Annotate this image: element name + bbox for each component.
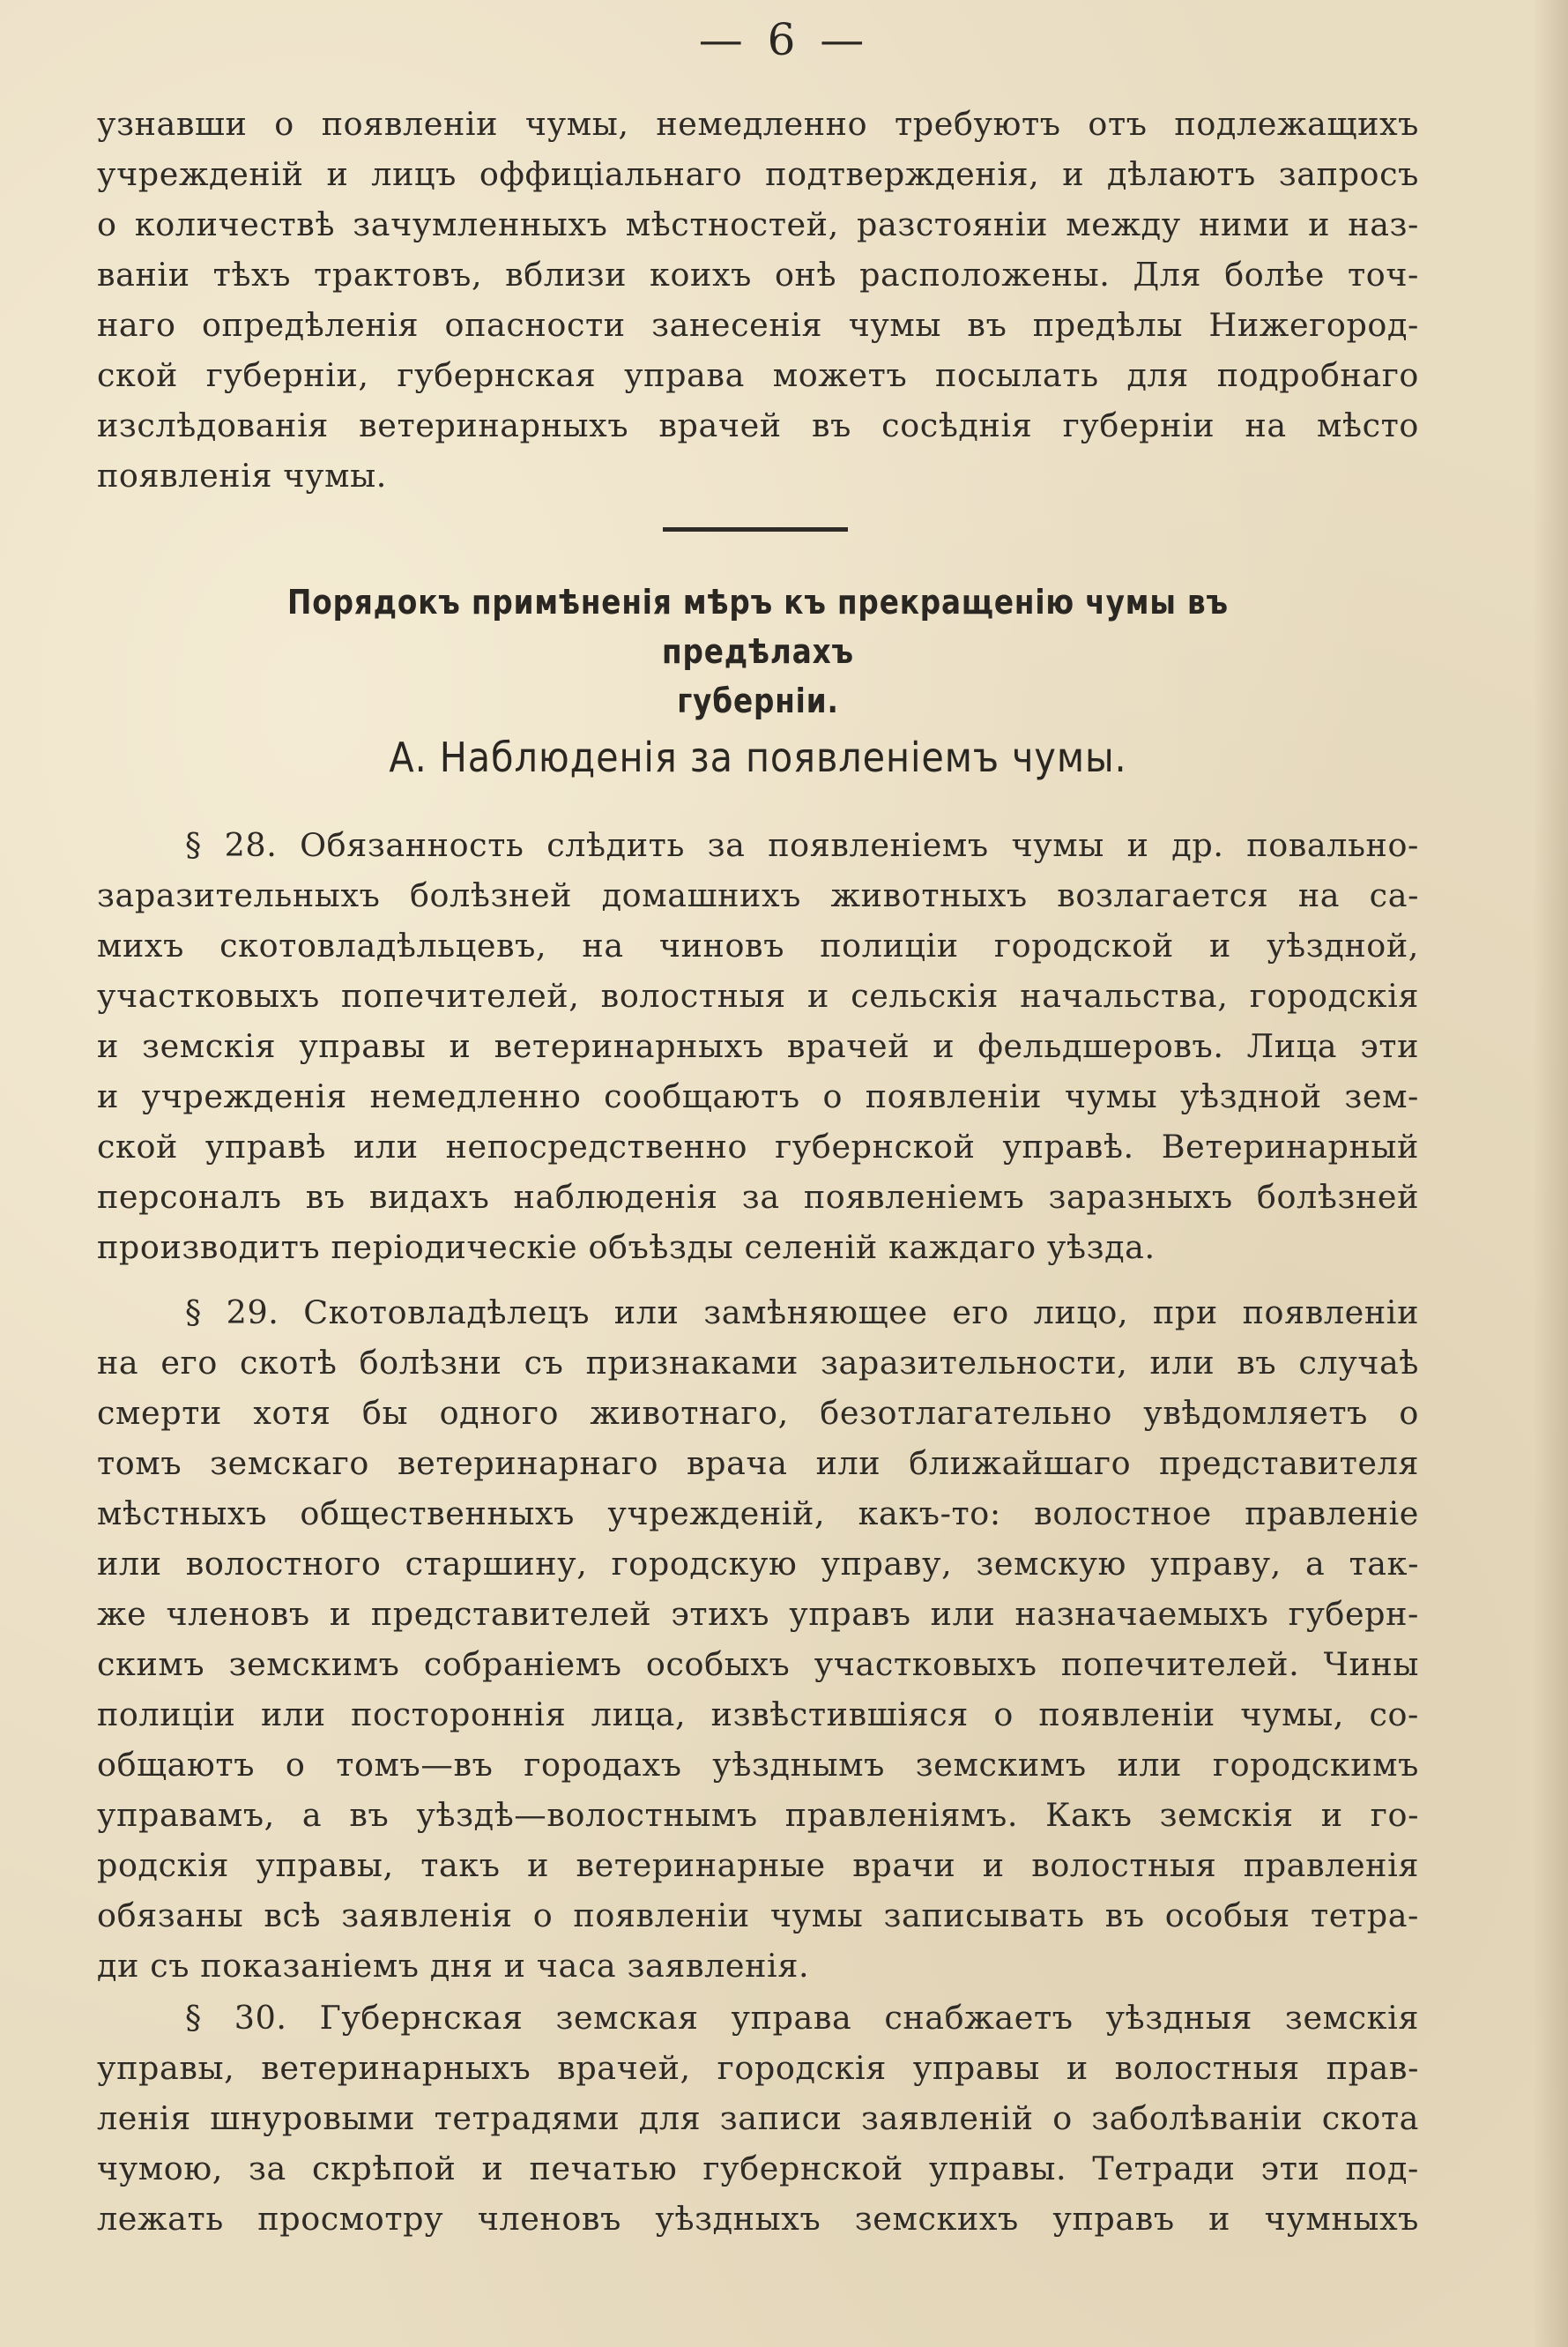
text-line: появленія чумы. <box>97 457 387 495</box>
text-line: и земскія управы и ветеринарныхъ врачей и фельдшеровъ. Лица эти <box>97 1027 1419 1065</box>
text-line: ленія шнуровыми тетрадями для записи заявленій о заболѣваніи скота <box>97 2099 1419 2137</box>
text-line: родскія управы, такъ и ветеринарные врачи и волостныя правленія <box>97 1846 1419 1884</box>
text-line: персоналъ въ видахъ наблюденія за появленіемъ заразныхъ болѣзней <box>97 1178 1419 1216</box>
section-title <box>189 577 1326 726</box>
text-line: полиціи или постороннія лица, извѣстившіяся о появленіи чумы, со- <box>97 1695 1419 1733</box>
text-line: изслѣдованія ветеринарныхъ врачей въ сосѣднія губерніи на мѣсто <box>97 406 1419 444</box>
text-line: управы, ветеринарныхъ врачей, городскія управы и волостныя прав- <box>97 2049 1419 2087</box>
subsection-title: А. Наблюденія за появленіемъ чумы. <box>389 734 1127 781</box>
text-line: томъ земскаго ветеринарнаго врача или ближайшаго представителя <box>97 1444 1419 1482</box>
section-title-line: губерніи. <box>677 682 839 720</box>
text-line: наго опредѣленія опасности занесенія чумы въ предѣлы Нижегород- <box>97 306 1419 344</box>
paragraph-29 <box>97 1287 1419 1991</box>
page-number: — 6 — <box>698 14 870 65</box>
text-line: общаютъ о томъ—въ городахъ уѣзднымъ земскимъ или городскимъ <box>97 1746 1419 1784</box>
text-line: заразительныхъ болѣзней домашнихъ животныхъ возлагается на са- <box>97 876 1419 914</box>
text-line: ской губерніи, губернская управа можетъ посылать для подробнаго <box>97 356 1419 394</box>
text-line: лежать просмотру членовъ уѣздныхъ земскихъ управъ и чумныхъ <box>97 2200 1419 2238</box>
text-line: же членовъ и представителей этихъ управъ или назначаемыхъ губерн- <box>97 1595 1419 1633</box>
text-line: управамъ, а въ уѣздѣ—волостнымъ правленіямъ. Какъ земскія и го- <box>97 1796 1419 1834</box>
text-line: § 29. Скотовладѣлецъ или замѣняющее его лицо, при появленіи <box>185 1293 1419 1331</box>
text-line: на его скотѣ болѣзни съ признаками заразительности, или въ случаѣ <box>97 1344 1419 1382</box>
text-line: смерти хотя бы одного животнаго, безотлагательно увѣдомляетъ о <box>97 1394 1419 1432</box>
text-line: мѣстныхъ общественныхъ учрежденій, какъ-то: волостное правленіе <box>97 1494 1419 1532</box>
intro-paragraph <box>97 99 1419 501</box>
paragraph-30 <box>97 1993 1419 2244</box>
text-line: или волостного старшину, городскую управу, земскую управу, а так- <box>97 1545 1419 1583</box>
text-line: михъ скотовладѣльцевъ, на чиновъ полиціи городской и уѣздной, <box>97 927 1419 965</box>
text-line: ди съ показаніемъ дня и часа заявленія. <box>97 1947 810 1985</box>
text-line: производитъ періодическіе объѣзды селеній каждаго уѣзда. <box>97 1228 1156 1266</box>
section-title-line: Порядокъ примѣненія мѣръ къ прекращенію чумы въ предѣлахъ <box>287 583 1229 671</box>
text-line: о количествѣ зачумленныхъ мѣстностей, разстояніи между ними и наз- <box>97 205 1419 243</box>
text-line: скимъ земскимъ собраніемъ особыхъ участковыхъ попечителей. Чины <box>97 1645 1419 1683</box>
text-line: § 28. Обязанность слѣдить за появленіемъ чумы и др. повально- <box>185 826 1419 864</box>
text-line: участковыхъ попечителей, волостныя и сельскія начальства, городскія <box>97 977 1419 1015</box>
text-line: узнавши о появленіи чумы, немедленно требуютъ отъ подлежащихъ <box>97 105 1419 143</box>
text-line: обязаны всѣ заявленія о появленіи чумы записывать въ особыя тетра- <box>97 1896 1419 1934</box>
paragraph-28 <box>97 820 1419 1272</box>
text-line: ваніи тѣхъ трактовъ, вблизи коихъ онѣ расположены. Для болѣе точ- <box>97 256 1419 294</box>
page-edge-shadow <box>1533 0 1568 2347</box>
section-divider <box>663 527 848 532</box>
text-line: чумою, за скрѣпой и печатью губернской управы. Тетради эти под- <box>97 2150 1419 2187</box>
text-line: ской управѣ или непосредственно губернской управѣ. Ветеринарный <box>97 1128 1419 1166</box>
text-line: § 30. Губернская земская управа снабжаетъ уѣздныя земскія <box>185 1999 1419 2037</box>
text-line: учрежденій и лицъ оффиціальнаго подтвержденія, и дѣлаютъ запросъ <box>97 155 1419 193</box>
text-line: и учрежденія немедленно сообщаютъ о появленіи чумы уѣздной зем- <box>97 1077 1419 1115</box>
